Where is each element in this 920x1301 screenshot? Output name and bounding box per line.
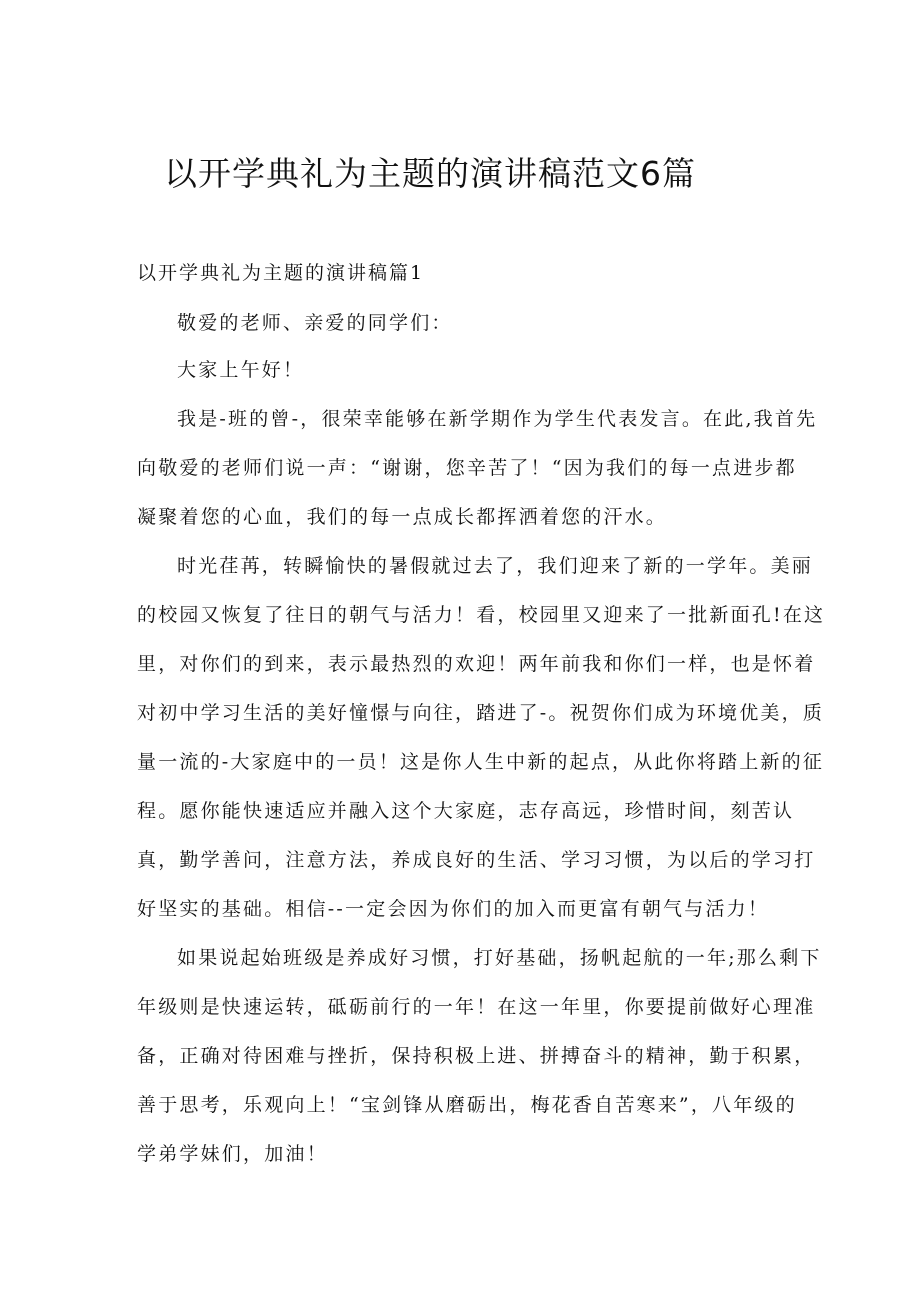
paragraph-line: 凝聚着您的心血，我们的每一点成长都挥洒着您的汗水。 xyxy=(137,506,668,528)
paragraph-line: 的校园又恢复了往日的朝气与活力！看，校园里又迎来了一批新面孔!在这 xyxy=(137,604,826,626)
document-title: 以开学典礼为主题的演讲稿范文6篇 xyxy=(164,154,696,193)
paragraph-line: 向敬爱的老师们说一声：“谢谢，您辛苦了！“因为我们的每一点进步都 xyxy=(137,457,797,479)
paragraph-line: 学弟学妹们，加油！ xyxy=(137,1143,328,1165)
paragraph-line: 里，对你们的到来，表示最热烈的欢迎！两年前我和你们一样，也是怀着 xyxy=(137,653,816,675)
paragraph-line: 如果说起始班级是养成好习惯，打好基础，扬帆起航的一年;那么剩下 xyxy=(177,947,822,969)
greeting-line: 大家上午好！ xyxy=(177,359,305,381)
paragraph-line: 真，勤学善问，注意方法，养成良好的生活、学习习惯，为以后的学习打 xyxy=(137,849,816,871)
paragraph-line: 备，正确对待困难与挫折，保持积极上进、拼搏奋斗的精神，勤于积累， xyxy=(137,1045,816,1067)
section-heading: 以开学典礼为主题的演讲稿篇1 xyxy=(137,262,425,284)
paragraph-line: 量一流的-大家庭中的一员！这是你人生中新的起点，从此你将踏上新的征 xyxy=(137,751,825,773)
salutation-line: 敬爱的老师、亲爱的同学们： xyxy=(177,312,453,334)
paragraph-line: 我是-班的曾-，很荣幸能够在新学期作为学生代表发言。在此,我首先 xyxy=(177,408,818,430)
paragraph-line: 程。愿你能快速适应并融入这个大家庭，志存高远，珍惜时间，刻苦认 xyxy=(137,800,795,822)
paragraph-line: 善于思考，乐观向上！“宝剑锋从磨砺出，梅花香自苦寒来”，八年级的 xyxy=(137,1094,797,1116)
paragraph-line: 年级则是快速运转，砥砺前行的一年！在这一年里，你要提前做好心理准 xyxy=(137,996,816,1018)
paragraph-line: 对初中学习生活的美好憧憬与向往，踏进了-。祝贺你们成为环境优美，质 xyxy=(137,702,825,724)
paragraph-line: 时光荏苒，转瞬愉快的暑假就过去了，我们迎来了新的一学年。美丽 xyxy=(177,555,814,577)
paragraph-line: 好坚实的基础。相信--一定会因为你们的加入而更富有朝气与活力！ xyxy=(137,898,770,920)
